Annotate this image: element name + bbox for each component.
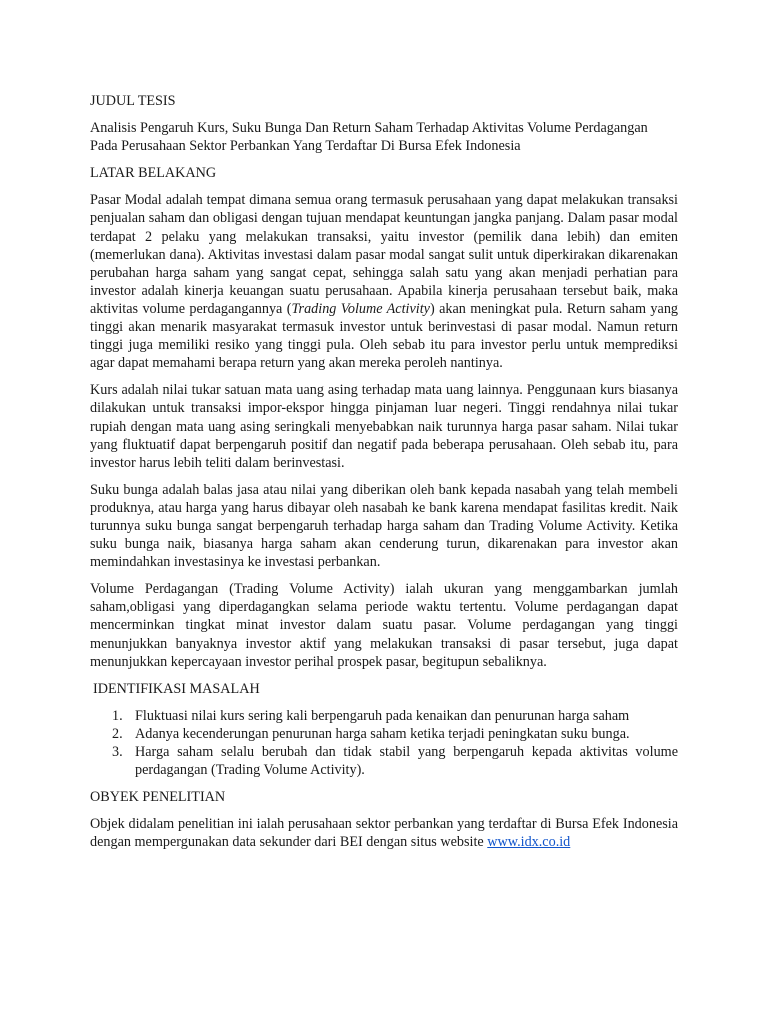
paragraph-objek xyxy=(90,815,678,851)
document-page xyxy=(90,92,678,860)
list-item-number: 3. xyxy=(112,744,123,760)
list-item xyxy=(90,743,678,779)
heading-obyek-penelitian: OBYEK PENELITIAN xyxy=(90,789,226,806)
list-item xyxy=(90,707,678,725)
website-link[interactable]: www.idx.co.id xyxy=(487,834,571,851)
term-trading-volume-activity: Trading Volume Activity xyxy=(291,300,430,317)
thesis-title xyxy=(90,119,678,155)
list-item-text: Fluktuasi nilai kurs sering kali berpengaruh pada kenaikan dan penurunan harga saham xyxy=(135,707,630,724)
heading-judul-tesis: JUDUL TESIS xyxy=(90,93,176,109)
paragraph-volume-perdagangan: Volume Perdagangan (Trading Volume Activity) ialah ukuran yang menggambarkan jumlah saham,obligasi yang diperdagangkan selama periode waktu tertentu. Volume perdagangan dapat mencerminkan tingkat minat investor dalam suatu pasar. Volume perdagangan yang tinggi menunjukkan banyaknya investor aktif yang melakukan transaksi di pasar tersebut, juga dapat menunjukkan kepercayaan investor perihal prospek pasar, begitupun sebaliknya. xyxy=(90,581,678,670)
paragraph-kurs: Kurs adalah nilai tukar satuan mata uang asing terhadap mata uang lainnya. Penggunaan kurs biasanya dilakukan untuk transaksi impor-ekspor hingga pinjaman luar negeri. Tinggi rendahnya nilai tukar rupiah dengan mata uang asing seringkali menyebabkan naik turunnya harga pasar saham. Nilai tukar yang fluktuatif dapat berpengaruh positif dan negatif pada beberapa perusahaan. Oleh sebab itu, para investor harus lebih teliti dalam berinvestasi. xyxy=(90,382,678,471)
list-item xyxy=(90,725,678,743)
thesis-title-line1: Analisis Pengaruh Kurs, Suku Bunga Dan Return Saham Terhadap Aktivitas Volume Perdagangan xyxy=(90,120,648,137)
heading-latar-belakang: LATAR BELAKANG xyxy=(90,165,217,182)
paragraph-pasar-modal-part1: Pasar Modal adalah tempat dimana semua orang termasuk perusahaan yang dapat melakukan transaksi penjualan saham dan obligasi dengan tujuan mendapat keuntungan jangka panjang. Dalam pasar modal terdapat 2 pelaku yang melakukan transaksi, yaitu investor (pemilik dana lebih) dan emiten (memerlukan dana). Aktivitas investasi dalam pasar modal sangat sulit untuk diperkirakan dikarenakan perubahan harga saham yang sangat cepat, sehingga salah satu yang akan menjadi perhatian para investor adalah kinerja keuangan suatu perusahaan. Apabila kinerja perusahaan tersebut baik, maka aktivitas volume perdagangannya ( xyxy=(90,192,678,317)
list-item-text: Adanya kecenderungan penurunan harga saham ketika terjadi peningkatan suku bunga. xyxy=(135,725,630,742)
paragraph-pasar-modal xyxy=(90,191,678,372)
heading-identifikasi-masalah: IDENTIFIKASI MASALAH xyxy=(93,680,260,697)
list-item-text: Harga saham selalu berubah dan tidak stabil yang berpengaruh kepada aktivitas volume perdagangan (Trading Volume Activity). xyxy=(135,744,678,779)
paragraph-objek-text: Objek didalam penelitian ini ialah perusahaan sektor perbankan yang terdaftar di Bursa Efek Indonesia dengan mempergunakan data sekunder dari BEI dengan situs website xyxy=(90,816,678,851)
list-item-number: 2. xyxy=(112,725,123,742)
paragraph-pasar-modal-part2: ) akan meningkat pula. Return saham yang tinggi akan menarik masyarakat termasuk investor untuk berinvestasi di pasar modal. Namun return tinggi juga memiliki resiko yang tinggi pula. Oleh sebab itu para investor perlu untuk memprediksi agar dapat memahami berapa return yang akan mereka peroleh nantinya. xyxy=(90,300,679,372)
paragraph-suku-bunga: Suku bunga adalah balas jasa atau nilai yang diberikan oleh bank kepada nasabah yang telah membeli produknya, atau harga yang harus dibayar oleh nasabah ke bank karena mendapat fasilitas kredit. Naik turunnya suku bunga sangat berpengaruh terhadap harga saham dan Trading Volume Activity. Ketika suku bunga naik, biasanya harga saham akan cenderung turun, dikarenakan para investor akan memindahkan investasinya ke investasi perbankan. xyxy=(90,481,678,571)
list-item-number: 1. xyxy=(112,707,123,724)
thesis-title-line2: Pada Perusahaan Sektor Perbankan Yang Terdaftar Di Bursa Efek Indonesia xyxy=(90,138,521,155)
problem-list xyxy=(90,707,678,779)
